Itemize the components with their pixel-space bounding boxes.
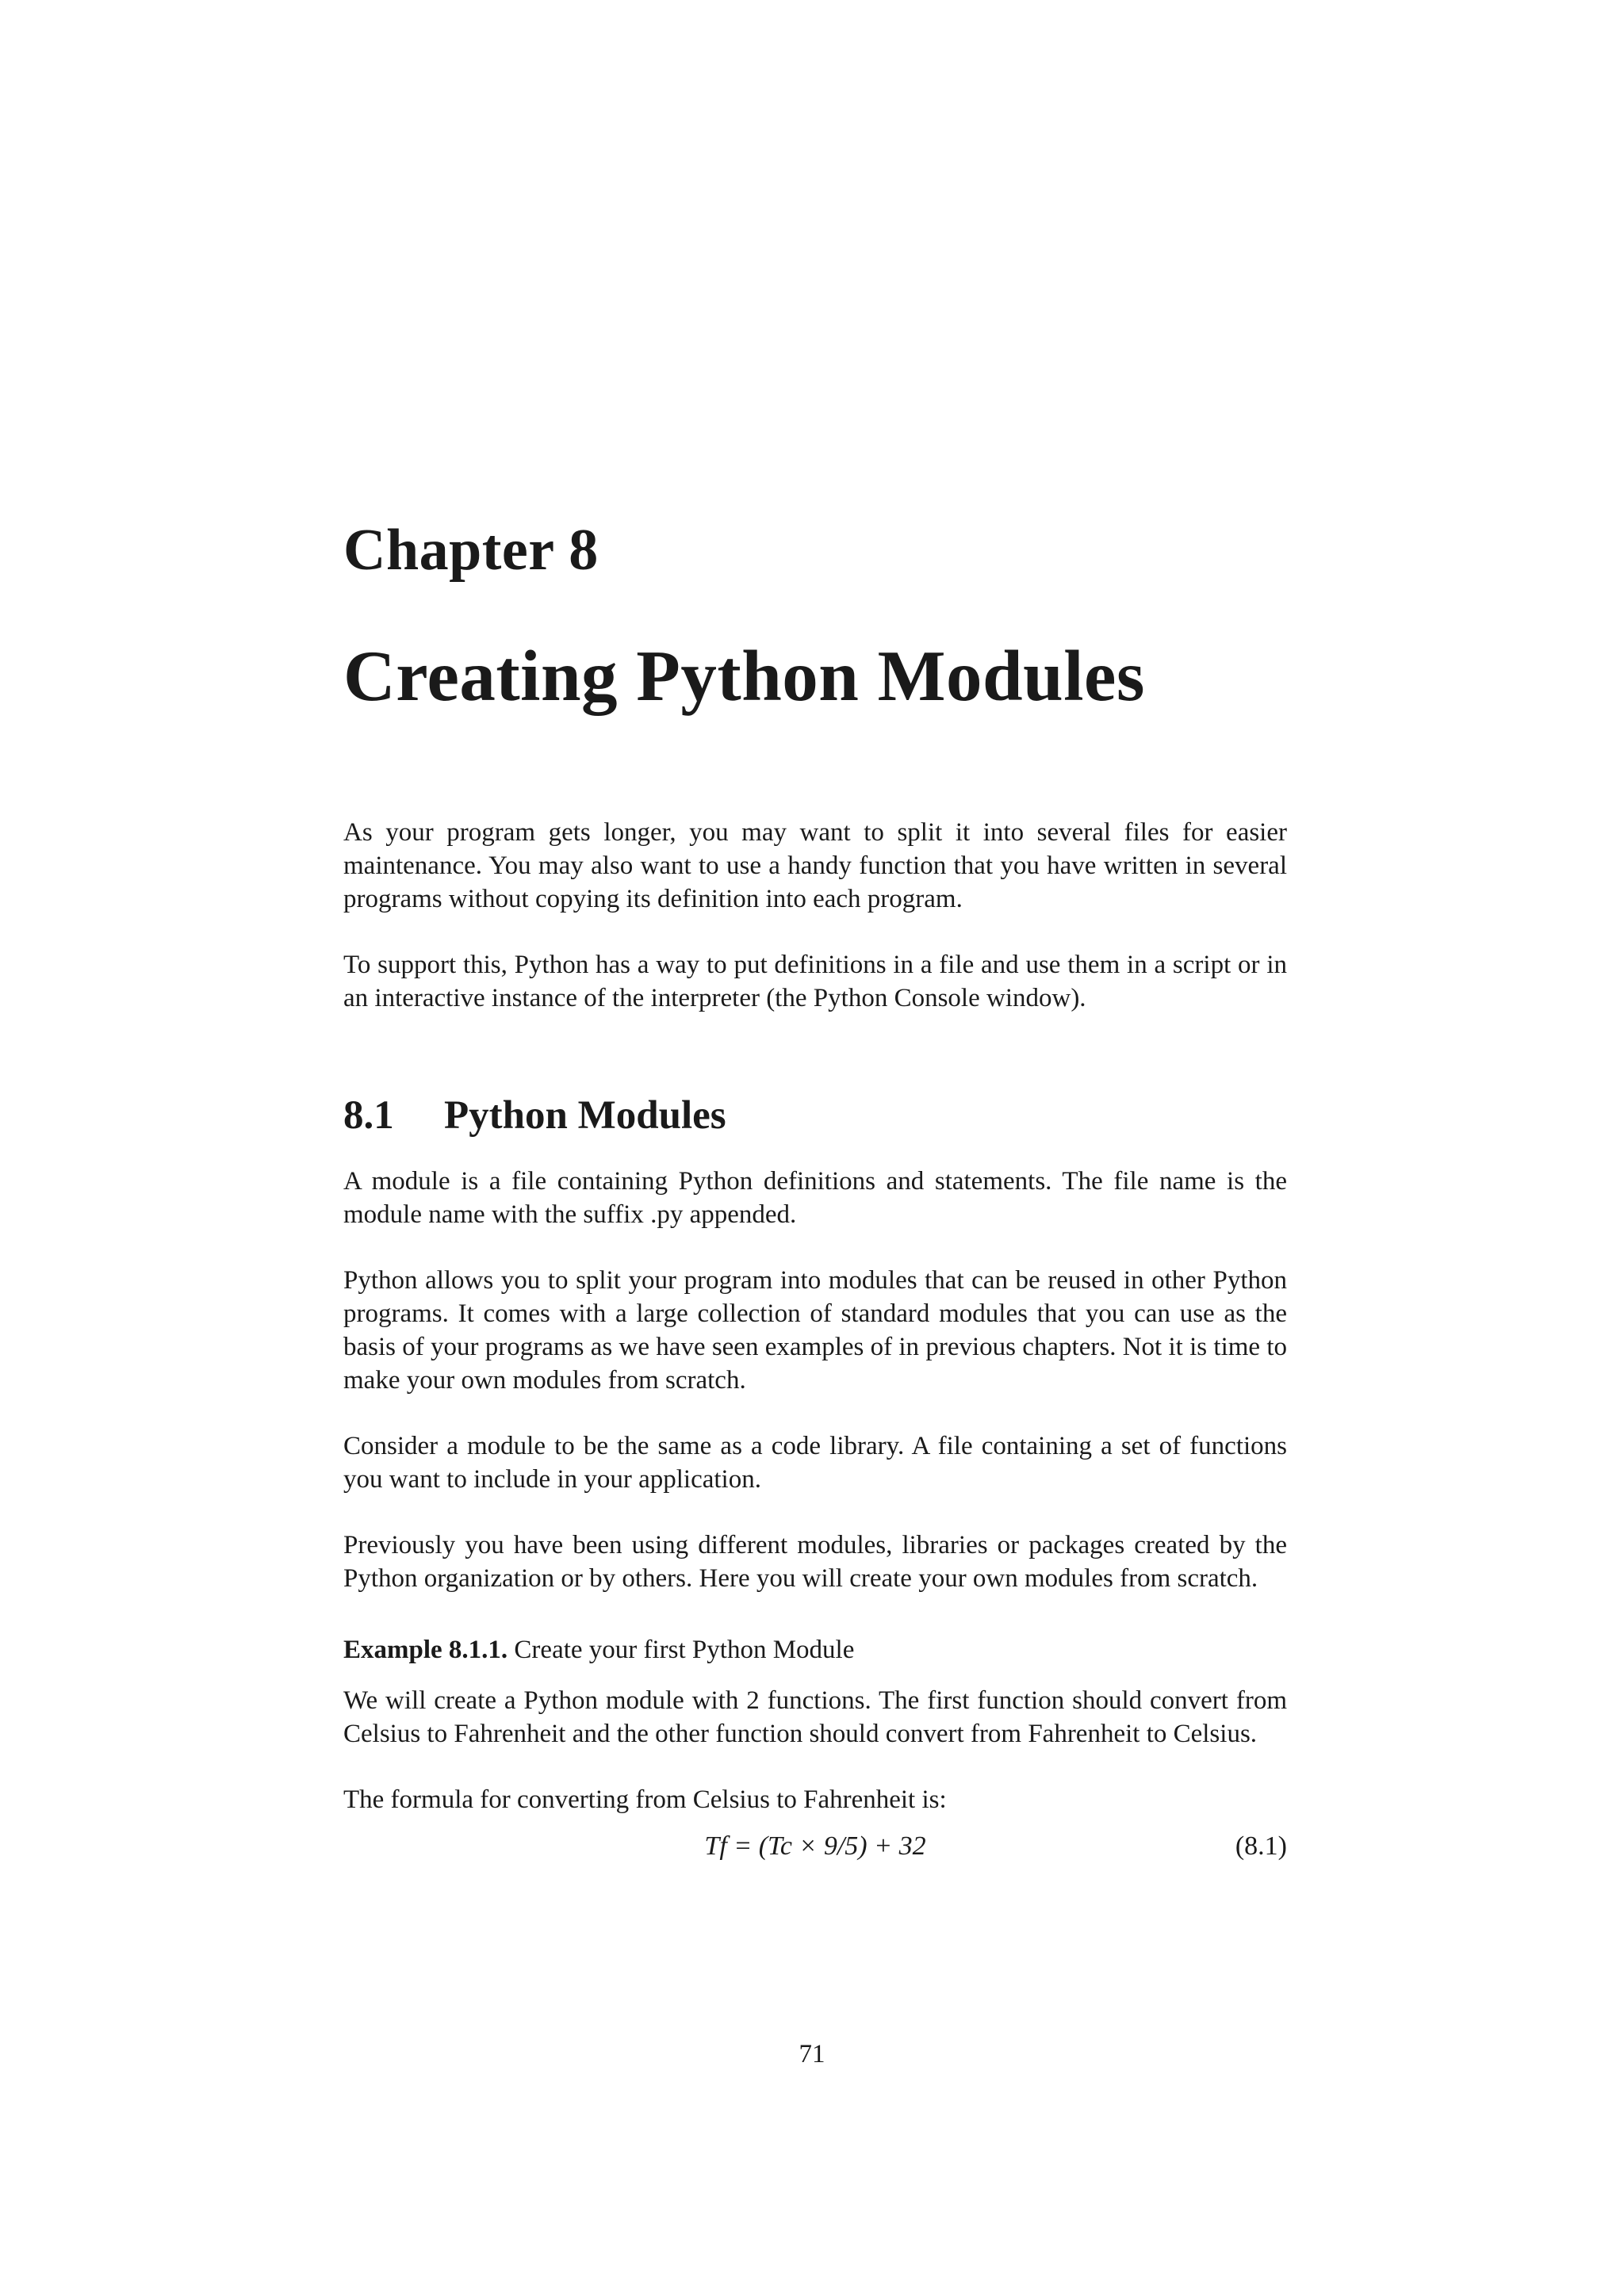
chapter-label: Chapter 8 <box>343 518 599 583</box>
intro-paragraph: To support this, Python has a way to put definitions in a file and use them in a script or in an interactive instance of the interpreter (the Python Console window). <box>343 951 1287 1013</box>
example-paragraph: The formula for converting from Celsius to Fahrenheit is: <box>343 1785 947 1814</box>
section-paragraph: Consider a module to be the same as a code library. A file containing a set of functions you want to include in your application. <box>343 1431 1287 1494</box>
page-number: 71 <box>799 2040 825 2068</box>
chapter-title: Creating Python Modules <box>343 635 1145 716</box>
example-title: Create your first Python Module <box>514 1635 855 1664</box>
page-content <box>343 515 1287 1865</box>
intro-section <box>343 816 1287 1015</box>
equation-formula: Tf = (Tc × 9/5) + 32 <box>704 1831 926 1861</box>
example-label: Example 8.1.1. <box>343 1635 508 1664</box>
section-paragraph: Previously you have been using different modules, libraries or packages created by the Python organization or by others. Here you will create your own modules from scratch. <box>343 1530 1287 1593</box>
equation <box>343 1828 1287 1865</box>
example-paragraph: We will create a Python module with 2 functions. The first function should convert from Celsius to Fahrenheit and the other function should convert from Fahrenheit to Celsius. <box>343 1686 1287 1748</box>
section-title: Python Modules <box>444 1093 726 1138</box>
section-heading <box>343 1092 1287 1140</box>
example-heading <box>343 1633 1287 1667</box>
intro-paragraph: As your program gets longer, you may want to split it into several files for easier maintenance. You may also want to use a handy function that you have written in several programs without copying its definition into each program. <box>343 818 1287 914</box>
section-paragraph: Python allows you to split your program into modules that can be reused in other Python programs. It comes with a large collection of standard modules that you can use as the basis of your programs as we have seen examples of in previous chapters. Not it is time to make your own modules from scratch. <box>343 1265 1287 1395</box>
equation-number: (8.1) <box>1235 1831 1287 1861</box>
section-paragraph: A module is a file containing Python definitions and statements. The file name is the module name with the suffix .py appended. <box>343 1166 1287 1229</box>
section-number: 8.1 <box>343 1093 394 1138</box>
